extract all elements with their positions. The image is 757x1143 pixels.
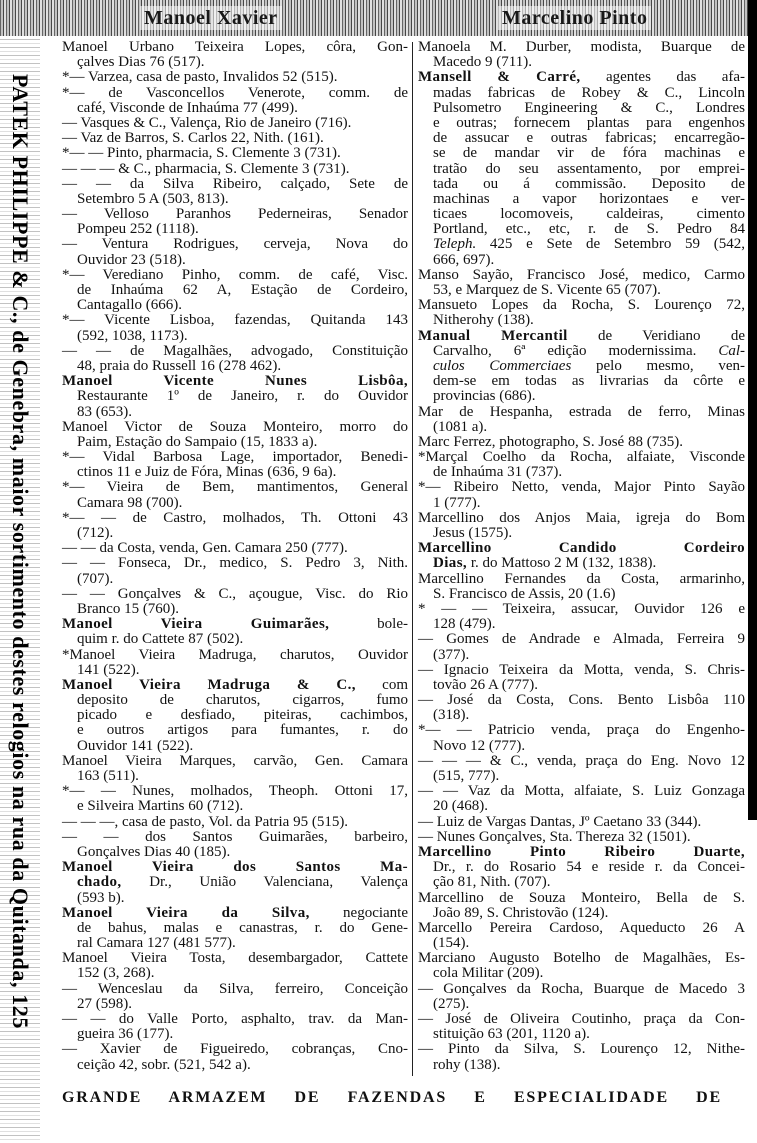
entry-line: — Gomes de Andrade e Almada, Ferreira 9 xyxy=(418,631,745,648)
entry-line: ticaes locomoveis, caldeiras, cimento xyxy=(433,206,745,223)
entry-line: — Gonçalves da Rocha, Buarque de Macedo 3 xyxy=(418,980,745,997)
entry-line: — — do Valle Porto, asphalto, trav. da Man- xyxy=(62,1011,408,1027)
entry-line: dem-se em todas as livrarias da côrte e xyxy=(433,373,745,390)
entry-name-bold: Marcellino Pinto Ribeiro Duarte, xyxy=(418,843,745,860)
entry-line xyxy=(418,541,745,556)
entry-line: 53, e Marquez de S. Vicente 65 (707). xyxy=(433,282,661,298)
entry-line: — Nunes Gonçalves, Sta. Thereza 32 (1501). xyxy=(418,828,691,845)
entry-line: de Inhaúma 31 (737). xyxy=(433,464,563,481)
entry-line: e outras; fornecem plantas para engenhos xyxy=(433,114,745,131)
entry-line: *— — Patricio venda, praça do Engenho- xyxy=(418,722,745,739)
entry-line: ral Camara 127 (481 577). xyxy=(77,935,236,952)
entry-name-bold: chado, xyxy=(77,874,122,891)
entry-line: 48, praia do Russell 16 (278 462). xyxy=(77,357,282,374)
entry-line: tada ou á commissão. Deposito de xyxy=(433,175,745,192)
entry-text: 425 e Sete de Setembro 59 (542, xyxy=(476,236,745,253)
entry-line: Manoel Vieira Tosta, desembargador, Cattete xyxy=(62,950,408,967)
entry-line: — — Vaz da Motta, alfaiate, S. Luiz Gonzaga xyxy=(418,783,745,800)
entry-line: — José da Costa, Cons. Bento Lisbôa 110 xyxy=(418,692,745,709)
entry-italic: Cal- xyxy=(718,342,745,359)
entry-line: Paim, Estação do Sampaio (15, 1833 a). xyxy=(77,433,318,450)
entry-line: — — —, casa de pasto, Vol. da Patria 95 (515). xyxy=(62,813,349,830)
entry-line xyxy=(418,845,745,860)
entry-line: Camara 98 (700). xyxy=(77,494,183,511)
entry-line: Ouvidor 141 (522). xyxy=(77,737,194,754)
entry-name-bold: Manoel Vieira dos Santos Ma- xyxy=(62,859,408,876)
entry-line: Gonçalves Dias 40 (185). xyxy=(77,843,231,860)
entry-italic: Teleph. xyxy=(433,236,477,253)
entry-line: Marcellino dos Anjos Maia, igreja do Bom xyxy=(418,509,745,526)
entry-line: *— Varzea, casa de pasto, Invalidos 52 (515). xyxy=(62,69,338,86)
entry-name-bold: Dias, xyxy=(433,555,468,572)
entry-line: 152 (3, 268). xyxy=(77,965,155,982)
entry-line: (275). xyxy=(433,995,470,1012)
entry-line: Pulsometro Engineering & C., Londres xyxy=(433,99,745,116)
entry-line: *— — de Castro, molhados, Th. Ottoni 43 xyxy=(62,509,408,526)
entry-line: Marcellino Fernandes da Costa, armarinho, xyxy=(418,570,745,587)
entry-line: 20 (468). xyxy=(433,798,488,815)
entry-line xyxy=(62,875,408,890)
entry-line: Setembro 5 A (503, 813). xyxy=(77,190,229,207)
entry-line xyxy=(62,678,408,693)
entry-line: çalves Dias 76 (517). xyxy=(77,54,205,71)
entry-line xyxy=(62,374,408,389)
entry-text: Carvalho, 6ª edição modernissima. xyxy=(433,342,719,359)
entry-line: — Vaz de Barros, S. Carlos 22, Nith. (161). xyxy=(62,130,324,147)
entry-line: Ouvidor 23 (518). xyxy=(77,251,186,268)
entry-line: Dr., r. do Rosario 54 e reside r. da Concei- xyxy=(433,859,745,876)
entry-line: *— — Pinto, pharmacia, S. Clemente 3 (731). xyxy=(62,145,341,162)
entry-line: 1 (777). xyxy=(433,494,481,511)
entry-line: stituição 63 (201, 1120 a). xyxy=(433,1026,590,1043)
entry-line: *— Verediano Pinho, comm. de café, Visc. xyxy=(62,266,408,283)
entry-line: Marciano Augusto Botelho de Magalhães, Es- xyxy=(418,950,745,967)
entry-line xyxy=(418,359,745,374)
entry-line: se de mandar vir de fóra machinas e xyxy=(433,145,745,162)
entry-line: Manso Sayão, Francisco José, medico, Carmo xyxy=(418,266,745,283)
entry-line: (377). xyxy=(433,646,470,663)
entry-line: Manoel Urbano Teixeira Lopes, côra, Gon- xyxy=(62,39,408,55)
entry-line xyxy=(62,617,408,632)
entry-line: Branco 15 (760). xyxy=(77,600,180,617)
header-left-title: Manoel Xavier xyxy=(140,6,282,30)
entry-name-bold: Manual Mercantil xyxy=(418,327,568,344)
entry-line: madas fabricas de Robey & C., Lincoln xyxy=(433,84,745,101)
entry-line: Portland, etc., etc, r. de S. Pedro 84 xyxy=(433,221,745,238)
entry-line: * — — Teixeira, assucar, Ouvidor 126 e xyxy=(418,600,745,617)
entry-line xyxy=(62,906,408,921)
entry-line: — Ventura Rodrigues, cerveja, Nova do xyxy=(62,236,408,253)
entry-line: rohy (138). xyxy=(433,1056,501,1073)
entry-line: picado e desfiado, piteiras, cachimbos, xyxy=(77,707,408,724)
entry-text: de Veridiano de xyxy=(567,327,745,344)
entry-line xyxy=(418,237,745,252)
side-advertisement: PATEK PHILIPPE & C., de Genebra, maior sortimento destes relogios na rua da Quitanda, 125 xyxy=(8,74,33,1029)
entry-line: — — de Magalhães, advogado, Constituição xyxy=(62,342,408,359)
entry-text: r. do Mattoso 2 M (132, 1838). xyxy=(467,555,657,572)
right-column xyxy=(418,40,745,1073)
entry-line: (515, 777). xyxy=(433,768,500,784)
entry-line: gueira 36 (177). xyxy=(77,1026,174,1043)
entry-line: ção 81, Nith. (707). xyxy=(433,874,551,891)
entry-line: (712). xyxy=(77,525,114,541)
entry-line: — Wenceslau da Silva, ferreiro, Conceição xyxy=(62,980,408,997)
entry-line: tratão do seu assentamento, por emprei- xyxy=(433,160,745,177)
entry-line: Novo 12 (777). xyxy=(433,737,526,754)
entry-line: (318). xyxy=(433,707,470,724)
entry-line: (593 b). xyxy=(77,889,125,906)
entry-name-bold: Manoel Vicente Nunes Lisbôa, xyxy=(62,373,408,390)
entry-line: de Inhaúma 62 A, Estação de Cordeiro, xyxy=(77,282,408,298)
entry-line xyxy=(418,329,745,344)
entry-name-bold: Manoel Vieira da Silva, xyxy=(62,904,310,921)
entry-line: — — Fonseca, Dr., medico, S. Pedro 3, Nith. xyxy=(62,555,408,572)
entry-line xyxy=(418,70,745,85)
entry-line: (1081 a). xyxy=(433,418,488,435)
entry-line: — — da Silva Ribeiro, calçado, Sete de xyxy=(62,175,408,192)
entry-line: S. Francisco de Assis, 20 (1.6) xyxy=(433,585,616,602)
entry-line: Marcello Pereira Cardoso, Aqueducto 26 A xyxy=(418,919,745,936)
entry-line: — — Gonçalves & C., açougue, Visc. do Rio xyxy=(62,585,408,602)
entry-line: 163 (511). xyxy=(77,768,139,784)
entry-text: com xyxy=(355,676,409,693)
entry-line: de bahus, malas e canastras, r. do Gene- xyxy=(77,919,408,936)
entry-line: *Marçal Coelho da Rocha, alfaiate, Visconde xyxy=(418,449,745,466)
entry-line: Macedo 9 (711). xyxy=(433,54,532,71)
entry-line: — Velloso Paranhos Pederneiras, Senador xyxy=(62,206,408,223)
entry-line: *— Vicente Lisboa, fazendas, Quitanda 143 xyxy=(62,312,408,329)
entry-line: João 89, S. Christovão (124). xyxy=(433,904,609,921)
entry-line: *— Vidal Barbosa Lage, importador, Benedi- xyxy=(62,449,408,466)
entry-line: *— — Nunes, molhados, Theoph. Ottoni 17, xyxy=(62,783,408,800)
entry-line: — Vasques & C., Valença, Rio de Janeiro (716). xyxy=(62,114,352,131)
entry-text: Dr., União Valenciana, Valença xyxy=(121,874,408,891)
entry-line: *— Ribeiro Netto, venda, Major Pinto Sayão xyxy=(418,479,745,496)
entry-line: 83 (653). xyxy=(77,403,132,420)
entry-line: quim r. do Cattete 87 (502). xyxy=(77,631,244,648)
entry-line: *— Vieira de Bem, mantimentos, General xyxy=(62,479,408,496)
entry-line: tovão 26 A (777). xyxy=(433,676,538,693)
entry-line: Pompeu 252 (1118). xyxy=(77,221,199,238)
entry-line: — — dos Santos Guimarães, barbeiro, xyxy=(62,828,408,845)
entry-line: 141 (522). xyxy=(77,661,140,678)
entry-line: Marc Ferrez, photographo, S. José 88 (735). xyxy=(418,433,683,450)
entry-line: e outros artigos para fumantes, r. do xyxy=(77,722,408,739)
entry-line: e Silveira Martins 60 (712). xyxy=(77,798,244,815)
entry-line: Jesus (1575). xyxy=(433,525,513,541)
entry-name-bold: Manoel Vieira Madruga & C., xyxy=(62,676,356,693)
entry-line: Marcellino de Souza Monteiro, Bella de S. xyxy=(418,889,745,906)
entry-text: bole- xyxy=(329,616,409,633)
entry-name-bold: Manoel Vieira Guimarães, xyxy=(62,616,330,633)
entry-italic: culos Commerciaes xyxy=(433,357,572,374)
entry-line: (707). xyxy=(77,570,114,587)
entry-line: 666, 697). xyxy=(433,251,495,268)
entry-line: ceição 42, sobr. (521, 542 a). xyxy=(77,1056,251,1073)
entry-line: *— de Vasconcellos Venerote, comm. de xyxy=(62,84,408,101)
entry-line: 27 (598). xyxy=(77,995,132,1012)
entry-line: Mar de Hespanha, estrada de ferro, Minas xyxy=(418,403,745,420)
entry-text: agentes das afa- xyxy=(580,69,746,86)
entry-line: café, Visconde de Inhaúma 77 (499). xyxy=(77,99,298,116)
entry-text: pelo mesmo, ven- xyxy=(571,357,746,374)
entry-name-bold: Mansell & Carré, xyxy=(418,69,581,86)
entry-line: *Manoel Vieira Madruga, charutos, Ouvidor xyxy=(62,646,408,663)
entry-line: machinas a vapor horizontaes e ver- xyxy=(433,190,745,207)
entry-line: Mansueto Lopes da Rocha, S. Lourenço 72, xyxy=(418,297,745,314)
entry-line: Nitherohy (138). xyxy=(433,312,534,329)
entry-line: (154). xyxy=(433,935,470,952)
entry-line: — — — & C., pharmacia, S. Clemente 3 (731). xyxy=(62,160,350,177)
entry-line: ctinos 11 e Juiz de Fóra, Minas (636, 9 6a). xyxy=(77,464,337,481)
entry-line: de assucar e outras fabricas; encarregão- xyxy=(433,130,745,147)
entry-name-bold: Marcellino Candido Cordeiro xyxy=(418,540,745,557)
entry-line: — Luiz de Vargas Dantas, Jº Caetano 33 (344). xyxy=(418,813,702,830)
running-header xyxy=(0,0,748,36)
entry-line: — José de Oliveira Coutinho, praça da Con- xyxy=(418,1011,745,1027)
entry-line: cola Militar (209). xyxy=(433,965,544,982)
entry-line: — Ignacio Teixeira da Motta, venda, S. Chris- xyxy=(418,661,745,678)
entry-line: — Pinto da Silva, S. Lourenço 12, Nithe- xyxy=(418,1041,745,1058)
entry-line: Manoela M. Durber, modista, Buarque de xyxy=(418,39,745,55)
entry-line: deposito de charutos, cigarros, fumo xyxy=(77,692,408,709)
entry-line xyxy=(418,556,745,571)
left-column xyxy=(62,40,408,1073)
entry-line: 128 (479). xyxy=(433,616,496,633)
entry-line: (592, 1038, 1173). xyxy=(77,327,188,344)
footer-advertisement: GRANDE ARMAZEM DE FAZENDAS E ESPECIALIDADE DE xyxy=(62,1089,722,1106)
page-edge-bar xyxy=(748,0,757,820)
header-right-title: Marcelino Pinto xyxy=(498,6,651,30)
entry-line: Restaurante 1º de Janeiro, r. do Ouvidor xyxy=(77,388,408,405)
entry-line: — — da Costa, venda, Gen. Camara 250 (777). xyxy=(62,540,348,557)
entry-text: negociante xyxy=(309,904,409,921)
entry-line: Manoel Victor de Souza Monteiro, morro do xyxy=(62,418,408,435)
entry-line: — Xavier de Figueiredo, cobranças, Cno- xyxy=(62,1041,408,1058)
entry-line xyxy=(62,860,408,875)
entry-line: provincias (686). xyxy=(433,388,536,405)
column-divider xyxy=(412,42,413,1076)
entry-line: — — — & C., venda, praça do Eng. Novo 12 xyxy=(418,752,745,769)
entry-line xyxy=(418,344,745,359)
entry-line: Manoel Vieira Marques, carvão, Gen. Camara xyxy=(62,752,408,769)
entry-line: Cantagallo (666). xyxy=(77,297,182,314)
